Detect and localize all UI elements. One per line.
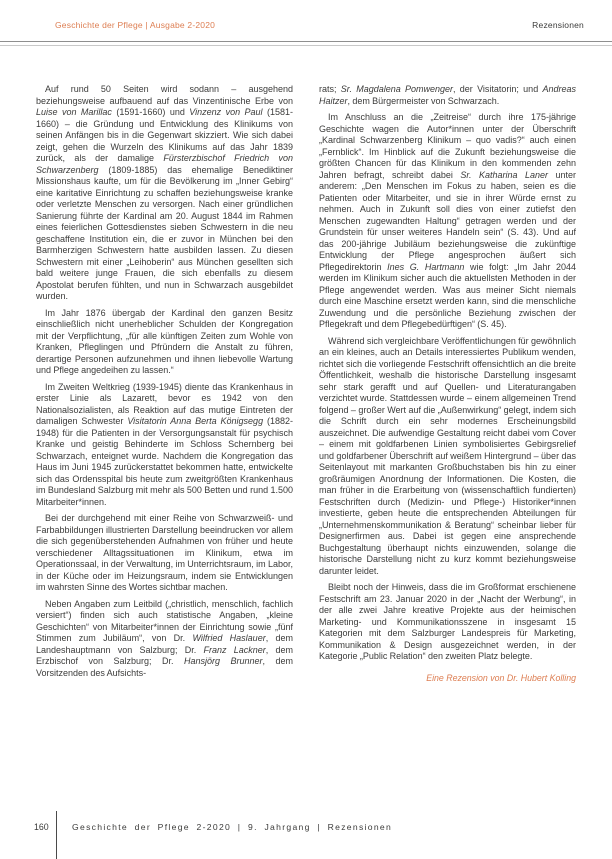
body-text: , dem Bürgermeister von Schwarzach. <box>347 95 500 106</box>
paragraph <box>36 513 293 594</box>
body-text: rats; <box>319 84 341 94</box>
body-text: Während sich vergleichbare Veröffentlichungen für gewöhnlich an ein kleines, auch an Details interessiertes Publikum wenden, richtet sich die vorliegende Festschrift offensichtlich an die breite Öffentlichkeit, weshalb die historische Darstellung insgesamt sehr stark gerafft und auf Quellen- und Literaturangaben verzichtet wurde. Stattdessen wurde – einem allgemeinen Trend folgend – großer Wert auf die „Außenwirkung“ gelegt, indem sich die Schrift durch ein sehr modernes Erscheinungsbild auszeichnet. Die aufwendige Gestaltung reicht dabei vom Cover – einem mit goldfarbenen Linien symbolisiertes Gebirgsrelief und goldfarbener Überschrift auf weißem Hintergrund – über das Seitenlayout mit markanten Großbuchstaben bis hin zu einer großräumigen Anordnung der Informationen. Die Kosten, die man früher in die Erarbeitung von (wissenschaftlich fundierten) Festschriften durch (Medizin- und Pflege-) Historiker*innen investierte, geben heute die entsprechenden Abteilungen für „Unternehmenskommunikation & Beratung“ scheinbar lieber für Designerfirmen aus. Dabei ist gegen eine ansprechende Buchgestaltung überhaupt nichts einzuwenden, solange die historische Darstellung nicht zu kurz kommt beziehungsweise darunter leidet. <box>319 335 576 576</box>
body-text: , dem Erzbischof von Salzburg; Dr. <box>36 644 294 666</box>
header-rule <box>0 41 612 46</box>
person-name: Vinzenz von Paul <box>189 107 263 117</box>
body-text: , der Visitatorin; und <box>453 84 543 94</box>
person-name: Sr. Magdalena Pomwenger <box>340 84 454 94</box>
body-text: unter anderem: „Den Menschen im Fokus zu haben, seien es die Patienten oder Mitarbeiter, und sie in ihrer Würde ernst zu nehmen. Auch in Zukunft soll dies von einer zutiefst den Menschen zugewandten Haltung“ getragen werden und der Grundstein für unser weiteres Handeln sein“ (S. 43). Und auf das 200-jährige Jubiläum beziehungsweise die zukünftige Entwicklung der Pflege angesprochen äußert sich Pflegedirektorin <box>319 169 576 272</box>
paragraph <box>319 84 576 107</box>
paragraph <box>36 382 293 509</box>
body-text: Neben Angaben zum Leitbild („christlich, menschlich, fachlich versiert“) finden sich auch statistische Angaben, „kleine Geschichten“ von Mitarbeiter*innen der Einrichtung sowie „fünf Stimmen zum Jubiläum“, von Dr. <box>36 598 293 643</box>
column-left <box>36 84 293 800</box>
journal-title: Geschichte der Pflege | Ausgabe 2-2020 <box>55 20 216 30</box>
body-text: , dem Vorsitzenden des Aufsichts- <box>36 656 294 678</box>
person-name: Ines G. Hartmann <box>387 261 465 272</box>
body-text: Im Zweiten Weltkrieg (1939-1945) diente das Krankenhaus in erster Linie als Lazarett, bevor es 1942 von den Nationalsozialisten, als Reaktion auf das mutige Eintreten der damaligen Schwester <box>36 381 293 426</box>
article-body <box>36 84 576 800</box>
page-header <box>55 20 584 30</box>
paragraph <box>319 582 576 663</box>
person-name: Luise von Marillac <box>36 107 112 117</box>
body-text: (1809-1885) das ehemalige Benediktiner Missionshaus kaufte, um für die Bevölkerung im „Inner Gebirg“ eine karitative Einrichtung zu schaffen beziehungsweise kranke oder verletzte Menschen zu versorgen. Nach einer gründlichen Sanierung führte der Kardinal am 20. August 1844 im Rahmen eines feierlichen Gottesdienstes sieben Schwestern in die neu geschaffene Institution ein, die er zuvor in München bei den Barmherzigen Schwestern hatte ausbilden lassen. Zu diesen Schwestern mit einer „Leihoberin“ aus München gesellten sich bald weitere junge Frauen, die sich ebenfalls zu diesem Apostolat berufen fühlten, und nun in Schwarzach ausgebildet wurden. <box>36 164 293 301</box>
person-name: Sr. Katharina Laner <box>460 169 549 180</box>
footer-divider <box>56 811 57 859</box>
person-name: Franz Lackner <box>203 644 266 655</box>
paragraph <box>36 599 293 680</box>
body-text: (1591-1660) und <box>111 107 190 117</box>
paragraph <box>319 112 576 331</box>
body-text: , dem Landeshauptmann von Salzburg; Dr. <box>36 633 293 655</box>
body-text: (1882-1948) für die Patienten in der Versorgungsanstalt für psychisch Kranke und geistig Behinderte im Schloss Schernberg bei Schwarzach, enteignet wurde. Nachdem die Kongregation das Haus im Juni 1945 zurückerstattet bekommen hatte, entwickelte sich das Ordensspital bis heute zum zweitgrößten Krankenhaus im Bundesland Salzburg mit mehr als 500 Betten und rund 1.500 Mitarbeiter*innen. <box>36 416 293 507</box>
person-name: Andreas Haitzer <box>319 84 576 106</box>
body-text: Im Anschluss an die „Zeitreise“ durch ihre 175-jährige Geschichte wagen die Autor*innen unter der Überschrift „Kardinal Schwarzenberg Klinikum – quo vadis?“ auch einen „Fernblick“. Im Hinblick auf die Zukunft beziehungsweise die größten Chancen für das Klinikum in den kommenden zehn Jahren befragt, schreibt dabei <box>319 112 576 180</box>
body-text: (1581-1660) – die Gründung und Entwicklung des Klinikums von seinen Anfängen bis in die Gegenwart skizziert. Wie sich dabei zeigt, gehen die Wurzeln des Klinikums auf das Jahr 1839 zurück, als der damalige <box>36 107 293 163</box>
paragraph <box>36 308 293 377</box>
paragraph <box>36 84 293 303</box>
section-label: Rezensionen <box>532 20 584 30</box>
review-author-signature: Eine Rezension von Dr. Hubert Kolling <box>426 672 576 683</box>
body-text: wie folgt: „Im Jahr 2044 werden im Klinikum sicher auch die aktuellsten Methoden in der Pflege angewendet werden. Was aus meiner Sicht niemals durch eine Maschine ersetzt werden kann, sind die menschliche Zuwendung und die persönliche Beziehung zwischen der Pflegekraft und dem Pflegebedürftigen“ (S. 45). <box>319 261 576 329</box>
person-name: Hansjörg Brunner <box>183 656 263 666</box>
paragraph <box>319 336 576 578</box>
body-text: Auf rund 50 Seiten wird sodann – ausgehend beziehungsweise aufbauend auf das Vinzentinische Erbe von <box>36 84 293 106</box>
person-name: Visitatorin Anna Berta Königsegg <box>127 416 264 426</box>
body-text: Im Jahr 1876 übergab der Kardinal den ganzen Besitz einschließlich nicht unerheblicher Schulden der Kongregation mit der Verpflichtung, „für alle künftigen Zeiten zum Wohle von Kranken, Pfleglingen und Pfründern die Anstalt zu führen, derartige Personen aufzunehmen und ihnen liebevolle Wartung und Pflege angedeihen zu lassen.“ <box>36 307 293 375</box>
footer-text: Geschichte der Pflege 2-2020 | 9. Jahrgang | Rezensionen <box>72 822 393 832</box>
column-right <box>319 84 576 800</box>
person-name: Fürsterzbischof Friedrich von Schwarzenberg <box>36 153 294 175</box>
body-text: Bleibt noch der Hinweis, dass die im Großformat erschienene Festschrift am 23. Januar 2020 in der „Nacht der Werbung“, in der alle zwei Jahre kreative Projekte aus der heimischen Marketing- und Kommunikationsszene in insgesamt 15 Kategorien mit dem Salzburger Landespreis für Marketing, Kommunikation & Design ausgezeichnet werden, in der Kategorie „Public Relation“ den zweiten Platz belegte. <box>319 582 576 661</box>
page-number: 160 <box>34 822 49 832</box>
person-name: Wilfried Haslauer <box>192 633 266 643</box>
body-text: Bei der durchgehend mit einer Reihe von Schwarzweiß- und Farbabbildungen illustrierten Darstellung beeindrucken vor allem die sich gegenüberstehenden Aufnahmen von früher und heute verschiedener Alltagssituationen im Klinikum, etwa im Operationssaal, in der Verwaltung, im Unterrichtsraum, im Labor, in der Küche oder im Heizungsraum, indem sie Entwicklungen im wahrsten Sinne des Wortes sichtbar machen. <box>36 513 293 592</box>
